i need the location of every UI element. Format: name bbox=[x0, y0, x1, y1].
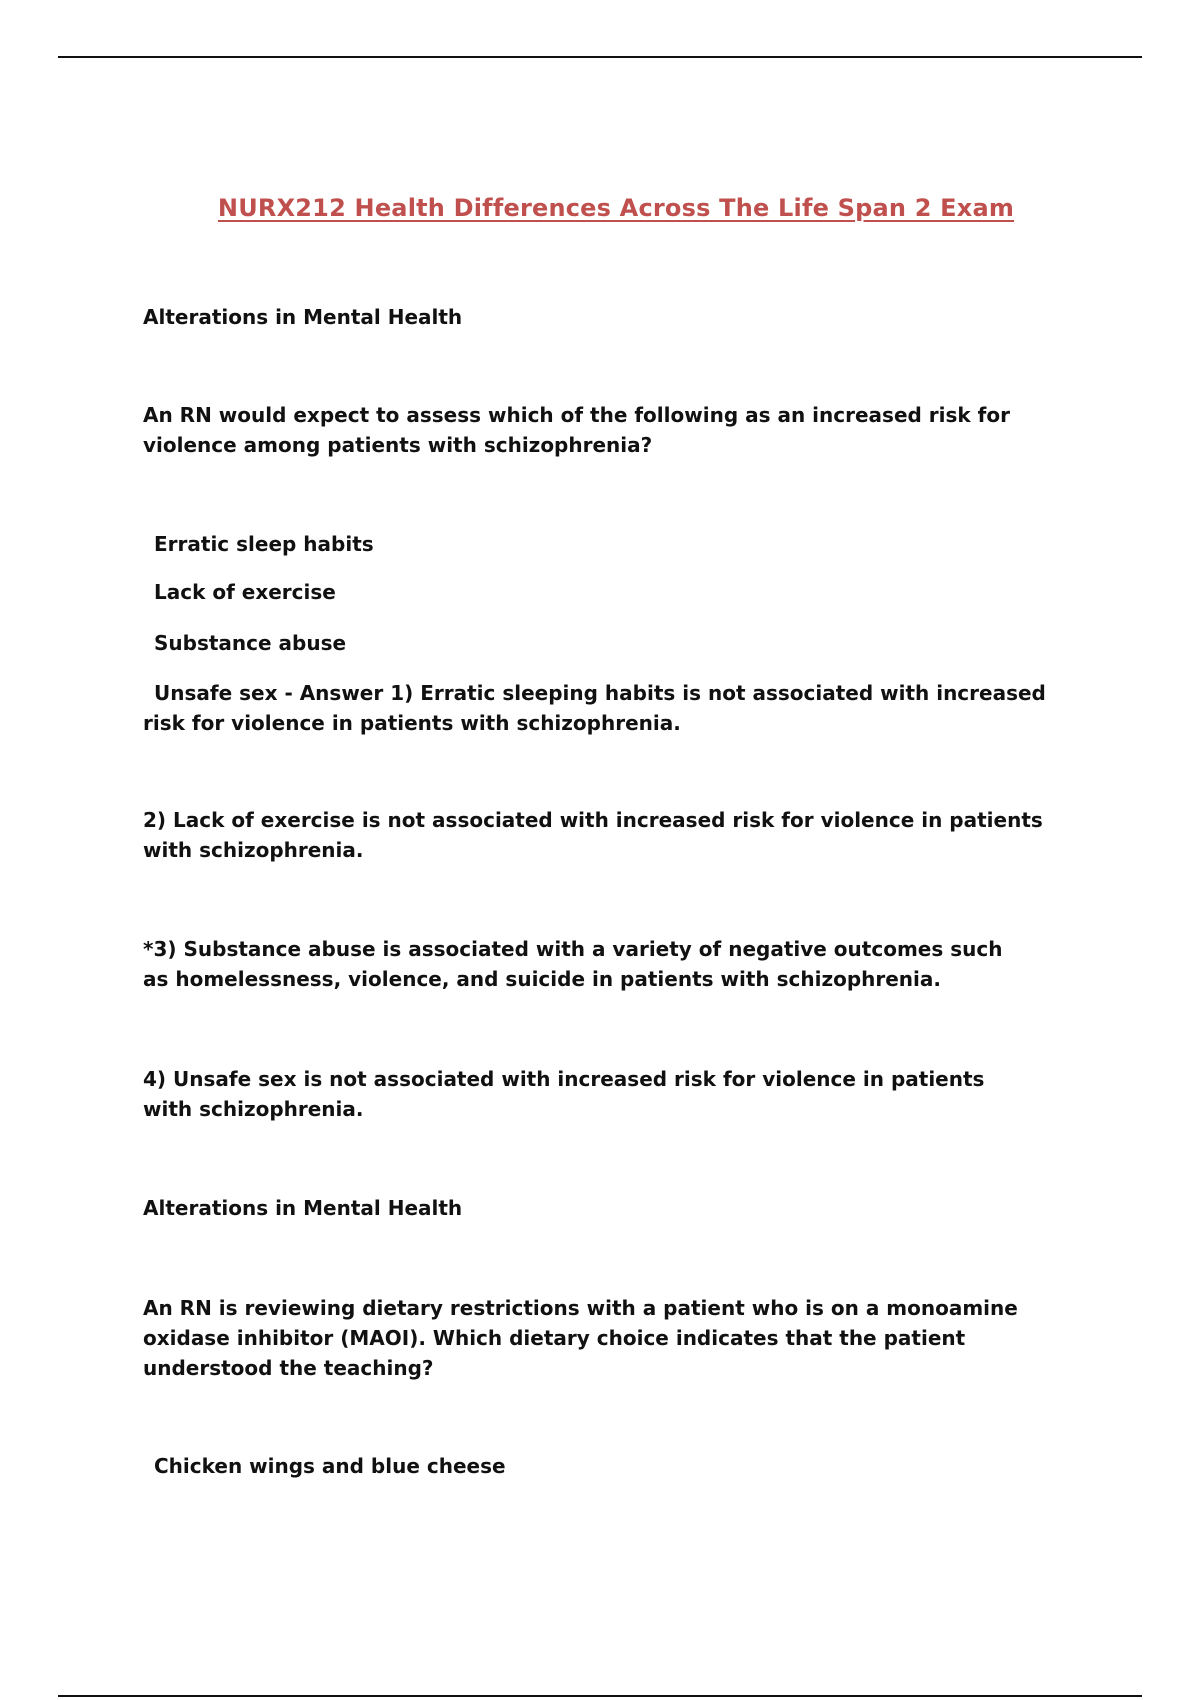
answer-option: Substance abuse bbox=[154, 631, 347, 655]
answer-option: Lack of exercise bbox=[154, 580, 336, 604]
section-heading: Alterations in Mental Health bbox=[143, 305, 463, 329]
header-rule bbox=[58, 56, 1142, 58]
section-heading: Alterations in Mental Health bbox=[143, 1196, 463, 1220]
question-text: An RN would expect to assess which of the following as an increased risk for violence among patients with schizophrenia? bbox=[143, 403, 1010, 457]
rationale-text: 2) Lack of exercise is not associated with increased risk for violence in patients with schizophrenia. bbox=[143, 808, 1043, 862]
rationale-text: *3) Substance abuse is associated with a variety of negative outcomes such as homelessness, violence, and suicide in patients with schizophrenia. bbox=[143, 937, 1003, 991]
answer-option: Erratic sleep habits bbox=[154, 532, 374, 556]
question-text: An RN is reviewing dietary restrictions with a patient who is on a monoamine oxidase inhibitor (MAOI). Which dietary choice indicates that the patient understood the teaching? bbox=[143, 1296, 1018, 1380]
document-title: NURX212 Health Differences Across The Life Span 2 Exam bbox=[217, 194, 1015, 222]
rationale-text: 4) Unsafe sex is not associated with increased risk for violence in patients with schizophrenia. bbox=[143, 1067, 985, 1121]
footer-rule bbox=[58, 1695, 1142, 1697]
answer-option-with-rationale: Unsafe sex - Answer 1) Erratic sleeping habits is not associated with increased risk for violence in patients with schizophrenia. bbox=[143, 681, 1046, 735]
answer-option: Chicken wings and blue cheese bbox=[154, 1454, 506, 1478]
